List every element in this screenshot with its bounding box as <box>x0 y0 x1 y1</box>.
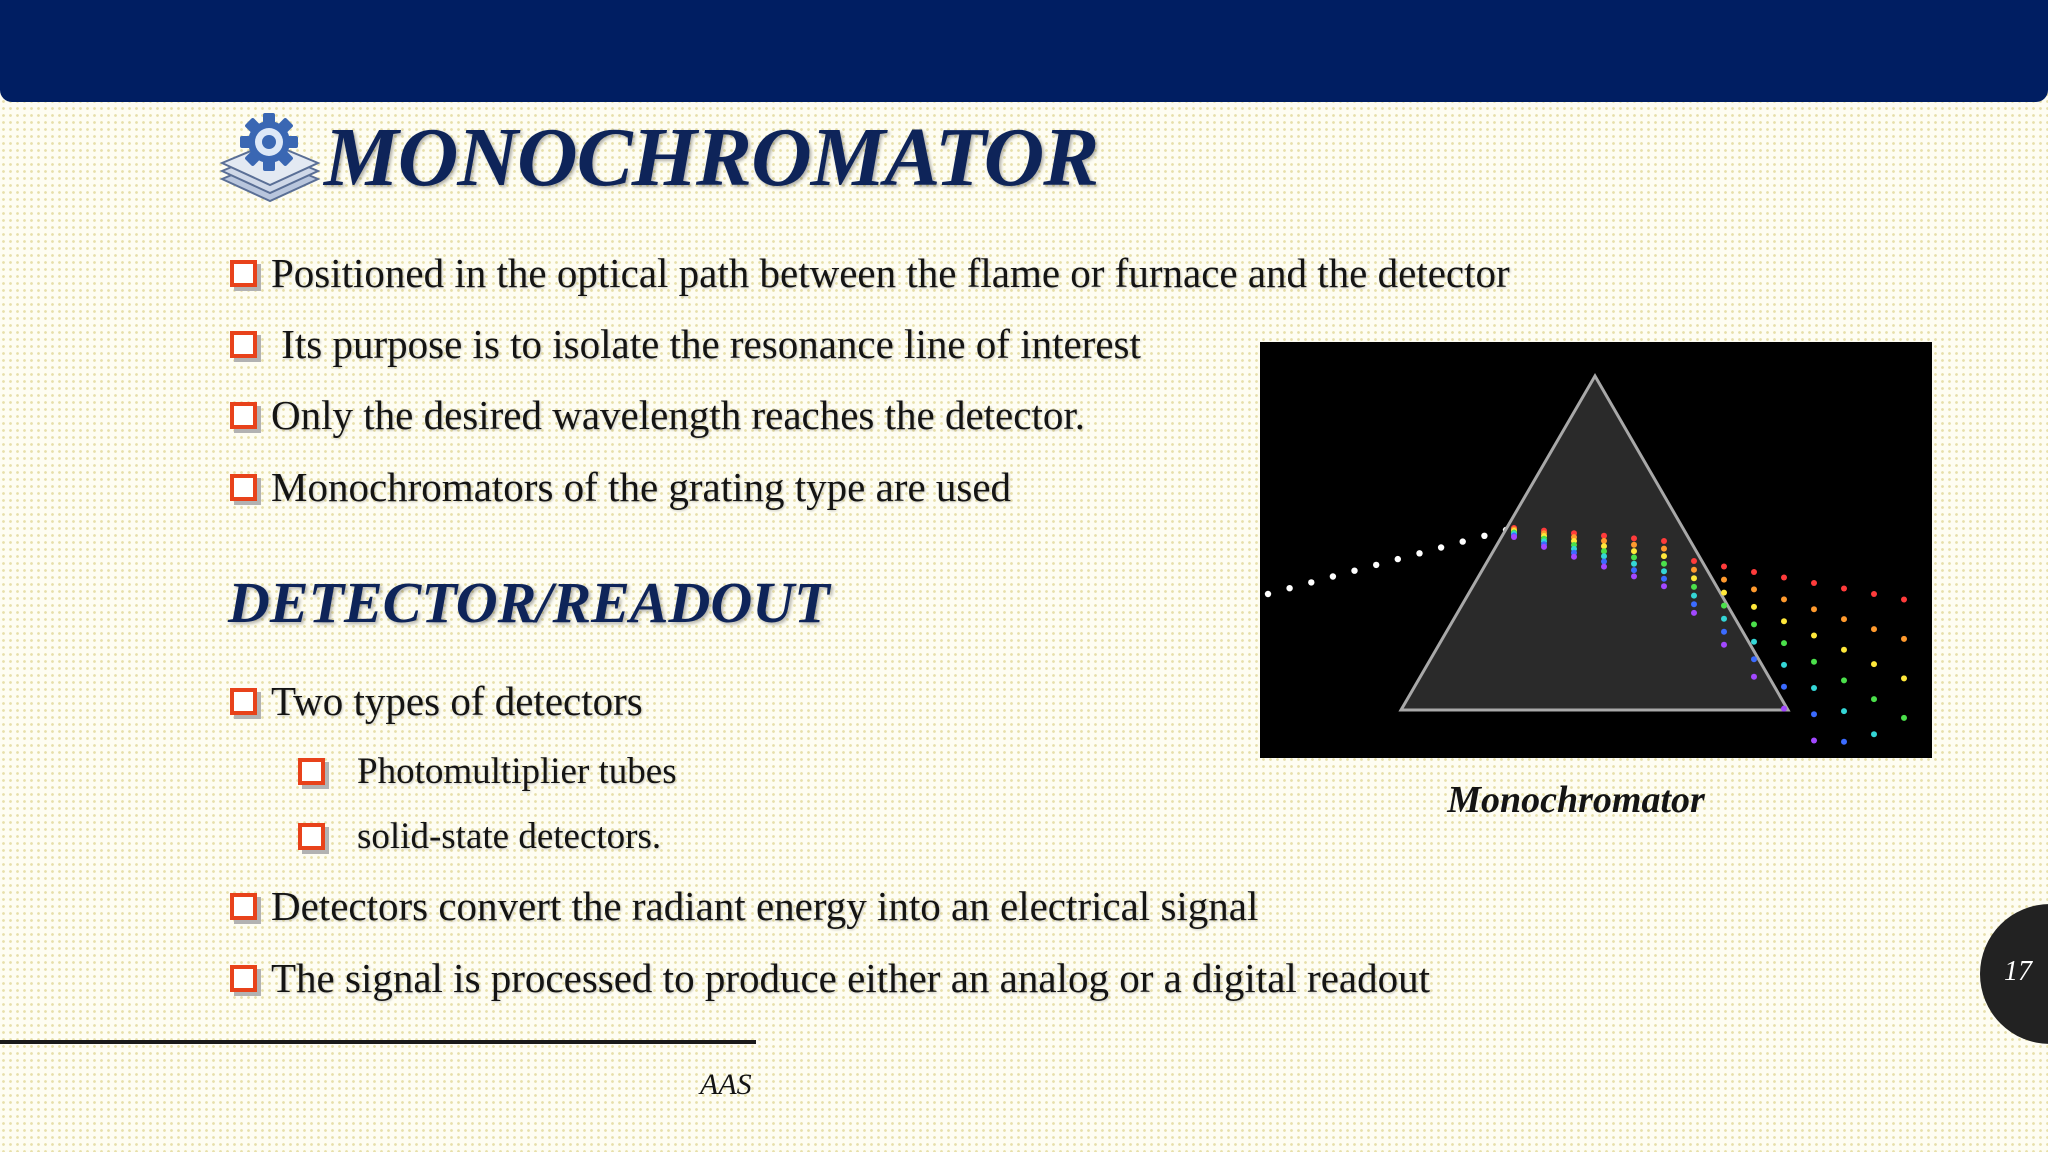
light-dot <box>1901 597 1907 603</box>
list-item-text: Photomultiplier tubes <box>357 750 677 792</box>
monochromator-image <box>1260 342 1932 758</box>
prism-illustration <box>1260 342 1932 758</box>
light-dot <box>1330 573 1336 579</box>
light-dot <box>1661 576 1667 582</box>
light-dot <box>1691 601 1697 607</box>
light-dot <box>1661 561 1667 567</box>
light-dot <box>1841 739 1847 745</box>
list-item-text: Its purpose is to isolate the resonance line of interest <box>271 321 1141 367</box>
checkbox-bullet-icon <box>298 758 325 785</box>
light-dot <box>1511 534 1517 540</box>
light-dot <box>1661 553 1667 559</box>
light-dot <box>1601 553 1607 559</box>
list-item <box>230 248 1510 298</box>
light-dot <box>1811 633 1817 639</box>
light-dot <box>1781 706 1787 712</box>
light-dot <box>1901 675 1907 681</box>
light-dot <box>1481 533 1487 539</box>
light-dot <box>1691 567 1697 573</box>
list-item-text: Monochromators of the grating type are used <box>271 464 1012 510</box>
light-dot <box>1721 642 1727 648</box>
light-dot <box>1601 548 1607 554</box>
light-dot <box>1395 556 1401 562</box>
light-dot <box>1811 711 1817 717</box>
light-dot <box>1721 603 1727 609</box>
list-item-text: solid-state detectors. <box>357 815 662 857</box>
page-number: 17 <box>2004 956 2032 987</box>
light-dot <box>1631 554 1637 560</box>
light-dot <box>1631 573 1637 579</box>
light-dot <box>1781 662 1787 668</box>
checkbox-bullet-icon <box>298 823 325 850</box>
sub-list-item <box>298 811 661 861</box>
light-dot <box>1601 564 1607 570</box>
list-item <box>230 462 1011 512</box>
light-dot <box>1901 636 1907 642</box>
light-dot <box>1691 584 1697 590</box>
light-dot <box>1871 591 1877 597</box>
light-dot <box>1841 677 1847 683</box>
light-dot <box>1871 731 1877 737</box>
light-dot <box>1601 538 1607 544</box>
light-dot <box>1691 558 1697 564</box>
light-dot <box>1721 577 1727 583</box>
checkbox-bullet-icon <box>230 893 257 920</box>
light-dot <box>1751 656 1757 662</box>
light-dot <box>1691 575 1697 581</box>
checkbox-bullet-icon <box>230 331 257 358</box>
light-dot <box>1631 542 1637 548</box>
list-item-text: Detectors convert the radiant energy into an electrical signal <box>271 883 1259 929</box>
light-dot <box>1751 621 1757 627</box>
light-dot <box>1691 593 1697 599</box>
light-dot <box>1751 674 1757 680</box>
light-dot <box>1721 590 1727 596</box>
light-dot <box>1751 586 1757 592</box>
list-item-text: Only the desired wavelength reaches the detector. <box>271 392 1085 438</box>
light-dot <box>1601 533 1607 539</box>
list-item-text: Positioned in the optical path between the flame or furnace and the detector <box>271 250 1510 296</box>
list-item <box>230 953 1430 1003</box>
light-dot <box>1751 639 1757 645</box>
light-dot <box>1373 562 1379 568</box>
light-dot <box>1811 738 1817 744</box>
light-dot <box>1460 538 1466 544</box>
light-dot <box>1631 567 1637 573</box>
image-caption: Monochromator <box>1447 779 1705 821</box>
light-dot <box>1901 715 1907 721</box>
light-dot <box>1781 575 1787 581</box>
light-dot <box>1661 538 1667 544</box>
light-dot <box>1631 561 1637 567</box>
list-item <box>230 676 643 726</box>
light-dot <box>1661 546 1667 552</box>
light-dot <box>1541 544 1547 550</box>
light-dot <box>1308 579 1314 585</box>
light-dot <box>1781 618 1787 624</box>
light-dot <box>1571 554 1577 560</box>
light-dot <box>1351 568 1357 574</box>
footer-label: AAS <box>700 1068 752 1101</box>
light-dot <box>1781 684 1787 690</box>
light-dot <box>1871 661 1877 667</box>
slide-title: MONOCHROMATOR <box>324 111 1099 204</box>
list-item <box>230 881 1258 931</box>
light-dot <box>1265 591 1271 597</box>
light-dot <box>1841 616 1847 622</box>
light-dot <box>1811 659 1817 665</box>
light-dot <box>1841 647 1847 653</box>
light-dot <box>1286 585 1292 591</box>
checkbox-bullet-icon <box>230 474 257 501</box>
light-dot <box>1871 626 1877 632</box>
light-dot <box>1721 564 1727 570</box>
light-dot <box>1781 640 1787 646</box>
header-bar <box>0 0 2048 102</box>
light-dot <box>1438 544 1444 550</box>
sub-list-item <box>298 746 677 796</box>
section-title: DETECTOR/READOUT <box>228 570 830 635</box>
list-item <box>230 390 1085 440</box>
light-dot <box>1631 535 1637 541</box>
checkbox-bullet-icon <box>230 402 257 429</box>
light-dot <box>1841 586 1847 592</box>
light-dot <box>1661 583 1667 589</box>
list-item-text: Two types of detectors <box>271 678 643 724</box>
checkbox-bullet-icon <box>230 260 257 287</box>
light-dot <box>1811 685 1817 691</box>
checkbox-bullet-icon <box>230 688 257 715</box>
light-dot <box>1661 568 1667 574</box>
gear-stack-icon <box>218 113 324 211</box>
light-dot <box>1751 569 1757 575</box>
light-dot <box>1841 708 1847 714</box>
checkbox-bullet-icon <box>230 965 257 992</box>
light-dot <box>1871 696 1877 702</box>
light-dot <box>1721 616 1727 622</box>
light-dot <box>1601 543 1607 549</box>
light-dot <box>1691 610 1697 616</box>
light-dot <box>1751 604 1757 610</box>
light-dot <box>1781 596 1787 602</box>
light-dot <box>1811 606 1817 612</box>
light-dot <box>1631 548 1637 554</box>
footer-divider <box>0 1040 756 1044</box>
list-item <box>230 319 1141 369</box>
light-dot <box>1721 629 1727 635</box>
light-dot <box>1416 550 1422 556</box>
light-dot <box>1811 580 1817 586</box>
list-item-text: The signal is processed to produce either an analog or a digital readout <box>271 955 1430 1001</box>
light-dot <box>1601 559 1607 565</box>
